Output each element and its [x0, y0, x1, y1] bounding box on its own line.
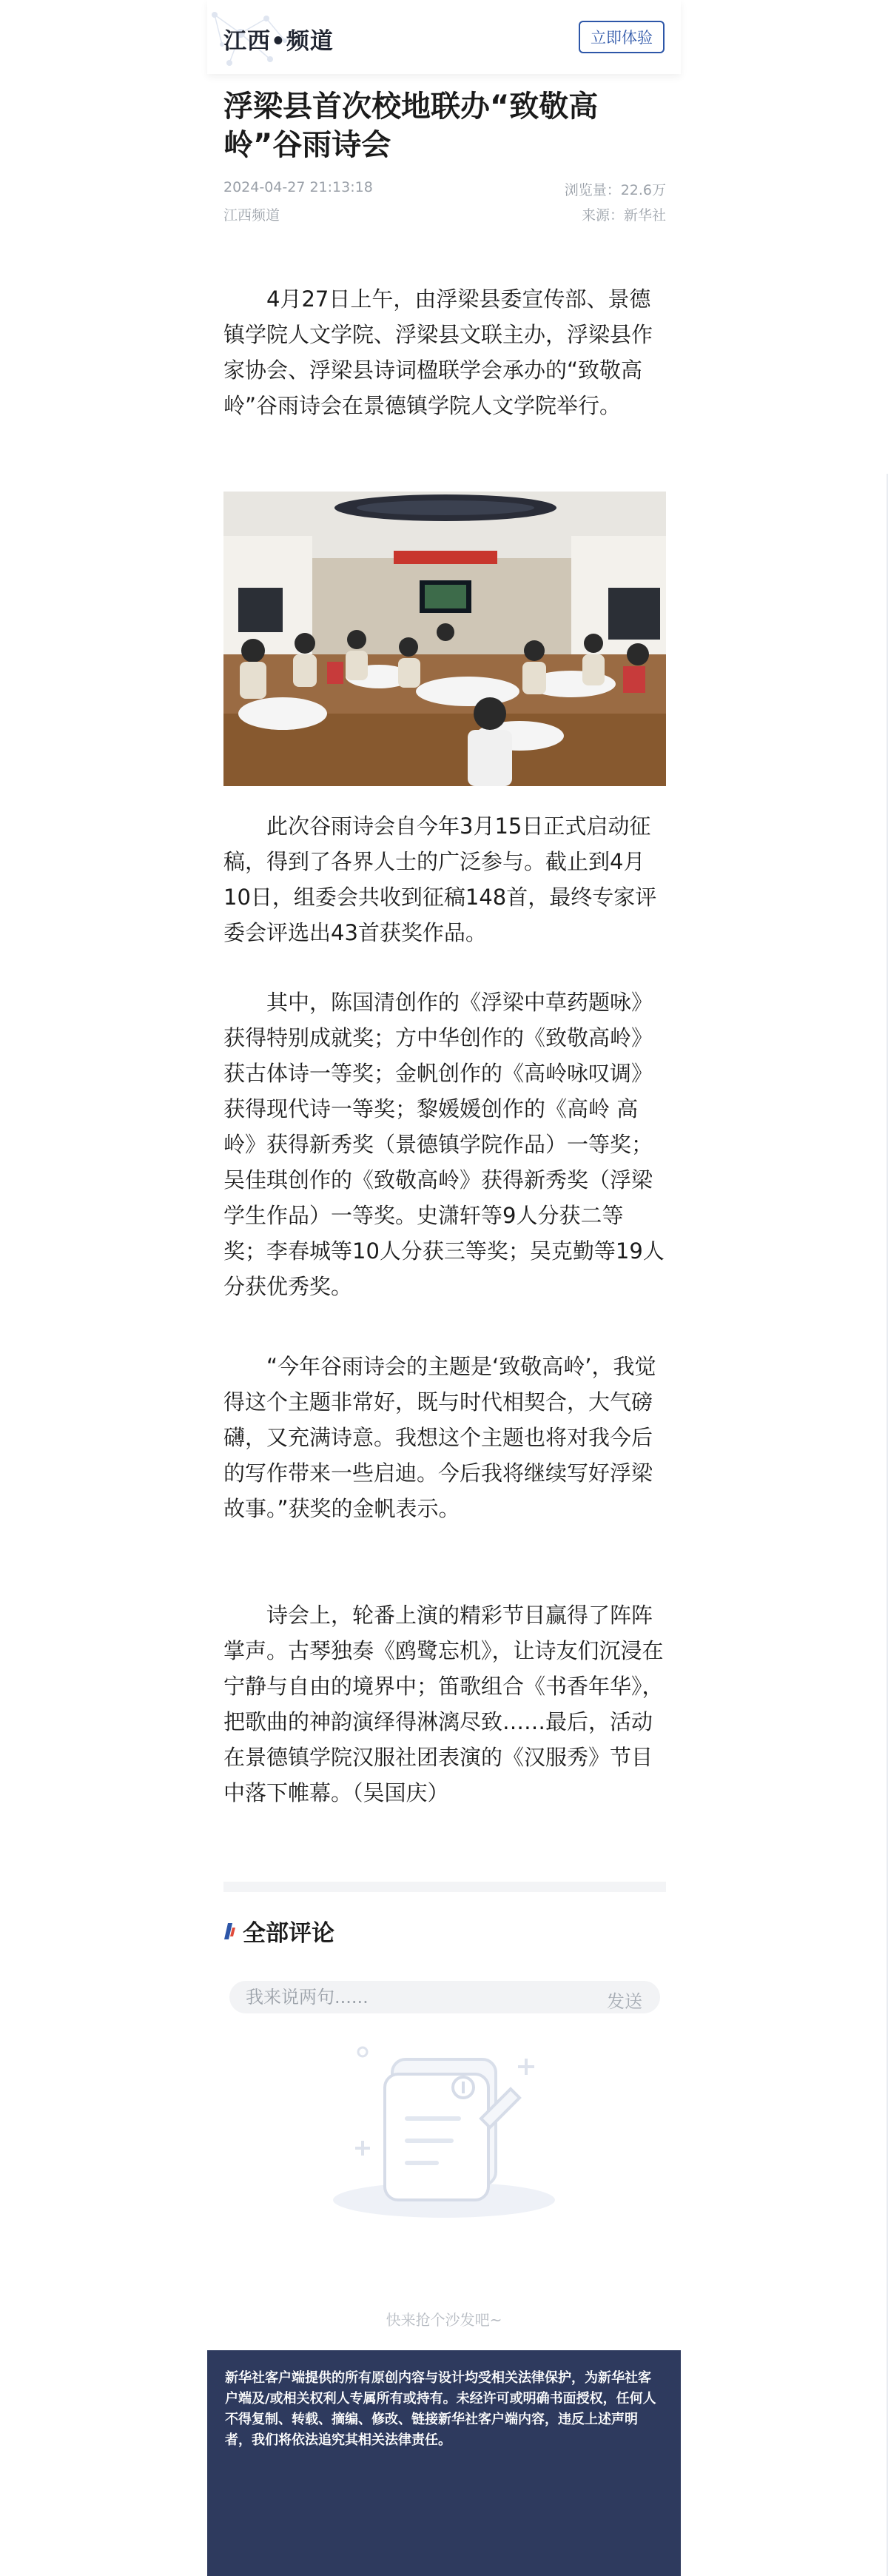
publish-time: 2024-04-27 21:13:18 [223, 179, 373, 195]
meta-row-2 [223, 204, 666, 224]
classroom-photo-illustration [223, 492, 666, 786]
comments-title-text: 全部评论 [243, 1920, 334, 1947]
article-title: 浮梁县首次校地联办“致敬高岭”谷雨诗会 [223, 90, 599, 162]
paragraph-2: 此次谷雨诗会自今年3月15日正式启动征稿，得到了各界人士的广泛参与。截止到4月10日，组委会共收到征稿148首，最终专家评委会评选出43首获奖作品。 [223, 814, 657, 945]
section-divider [223, 1882, 666, 1892]
meta-row-1 [223, 179, 666, 198]
channel-brand[interactable]: 江西•频道 [223, 28, 334, 55]
comment-bar [229, 1981, 660, 2013]
copyright-footer [207, 2350, 681, 2576]
top-bar [207, 0, 681, 74]
view-count: 浏览量：22.6万 [564, 182, 666, 198]
send-button[interactable]: 发送 [607, 1991, 642, 2012]
source-label: 来源：新华社 [581, 207, 666, 224]
comments-heading [223, 1914, 334, 1948]
article-page [207, 0, 681, 2576]
try-now-button[interactable]: 立即体验 [579, 21, 665, 53]
heading-mark-icon [223, 1922, 237, 1941]
empty-comments-text: 快来抢个沙发吧~ [386, 2311, 502, 2329]
paragraph-1: 4月27日上午，由浮梁县委宣传部、景德镇学院人文学院、浮梁县文联主办，浮梁县作家协会、浮梁县诗词楹联学会承办的“致敬高岭”谷雨诗会在景德镇学院人文学院举行。 [223, 286, 653, 418]
channel-name: 江西频道 [223, 207, 280, 224]
comment-input[interactable] [246, 1981, 571, 2013]
paragraph-3: 其中，陈国清创作的《浮梁中草药题咏》获得特别成就奖；方中华创作的《致敬高岭》获古体诗一等奖；金帆创作的《高岭咏叹调》获得现代诗一等奖；黎媛媛创作的《高岭 高岭》获得新秀奖（景德镇学院作品）一等奖；吴佳琪创作的《致敬高岭》获得新秀奖（浮梁学生作品）一等奖。史潇轩等9人分获二等奖；李春城等10人分获三等奖；吴克勤等19人分获优秀奖。 [223, 990, 665, 1299]
copyright-notice: 新华社客户端提供的所有原创内容与设计均受相关法律保护，为新华社客户端及/或相关权利人专属所有或持有。未经许可或明确书面授权，任何人不得复制、转载、摘编、修改、链接新华社客户端内容，违反上述声明者，我们将依法追究其相关法律责任。 [225, 2370, 656, 2448]
paragraph-5: 诗会上，轮番上演的精彩节目赢得了阵阵掌声。古琴独奏《鸥鹭忘机》，让诗友们沉浸在宁静与自由的境界中；笛歌组合《书香年华》，把歌曲的神韵演绎得淋漓尽致……最后，活动在景德镇学院汉服社团表演的《汉服秀》节目中落下帷幕。（吴国庆） [223, 1603, 664, 1805]
event-photo [223, 492, 666, 786]
paragraph-4: “今年谷雨诗会的主题是‘致敬高岭’，我觉得这个主题非常好，既与时代相契合，大气磅礴，又充满诗意。我想这个主题也将对我今后的写作带来一些启迪。今后我将继续写好浮梁故事。”获奖的金帆表示。 [223, 1354, 656, 1521]
empty-comments-icon [311, 2037, 577, 2230]
